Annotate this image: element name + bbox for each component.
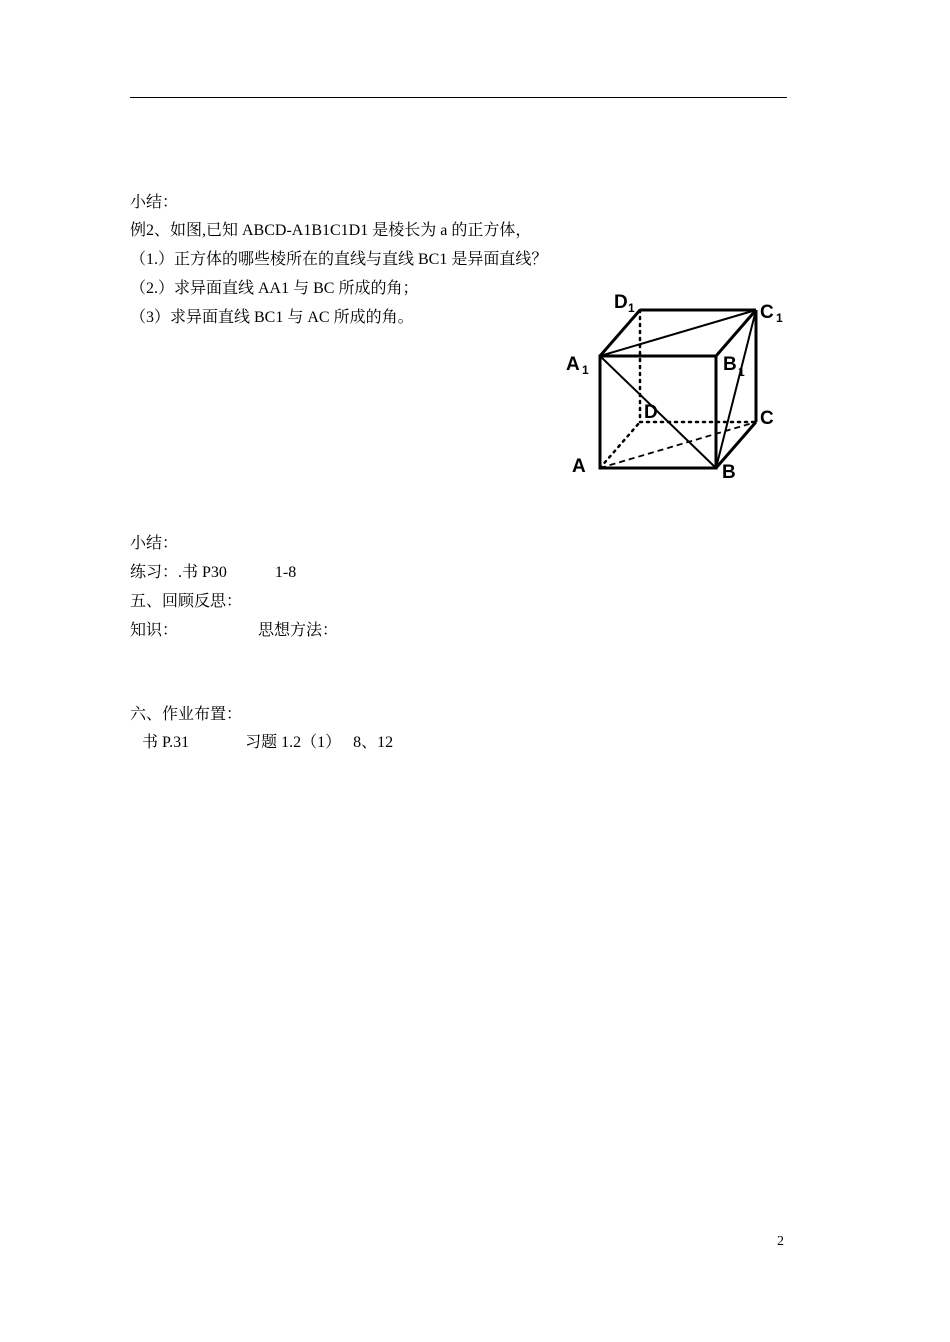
label-d1-sub: 1	[628, 301, 635, 315]
label-b1: B	[723, 354, 737, 375]
summary-heading-1: 小结：	[130, 194, 179, 211]
label-c: C	[760, 408, 774, 429]
question-3: （3）求异面直线 BC1 与 AC 所成的角。	[130, 309, 414, 326]
section-5-heading: 五、回顾反思：	[130, 593, 243, 610]
label-d1: D	[614, 292, 628, 313]
diagonal-a1-c1	[600, 310, 756, 356]
hidden-edge-a-d	[600, 422, 640, 468]
section-6-heading: 六、作业布置：	[130, 706, 243, 723]
practice-line: 练习：.书 P30 1-8	[130, 564, 297, 581]
example-2-statement: 例2、如图,已知 ABCD-A1B1C1D1 是棱长为 a 的正方体，	[130, 222, 532, 239]
label-a1: A	[566, 354, 580, 375]
label-a: A	[572, 456, 586, 477]
label-a1-sub: 1	[582, 363, 589, 377]
page-number: 2	[777, 1234, 784, 1249]
question-1: （1.）正方体的哪些棱所在的直线与直线 BC1 是异面直线？	[130, 251, 548, 268]
label-b1-sub: 1	[738, 365, 745, 379]
question-2: （2.）求异面直线 AA1 与 BC 所成的角；	[130, 280, 419, 297]
cube-figure	[560, 284, 800, 484]
knowledge-line: 知识： 思想方法：	[130, 622, 339, 639]
header-rule	[130, 97, 787, 98]
label-c1-sub: 1	[776, 311, 783, 325]
label-b: B	[722, 462, 736, 483]
homework-line: 书 P.31 习题 1.2（1） 8、12	[130, 734, 394, 751]
summary-heading-2: 小结：	[130, 535, 179, 552]
label-c1: C	[760, 302, 774, 323]
label-d: D	[644, 402, 658, 423]
